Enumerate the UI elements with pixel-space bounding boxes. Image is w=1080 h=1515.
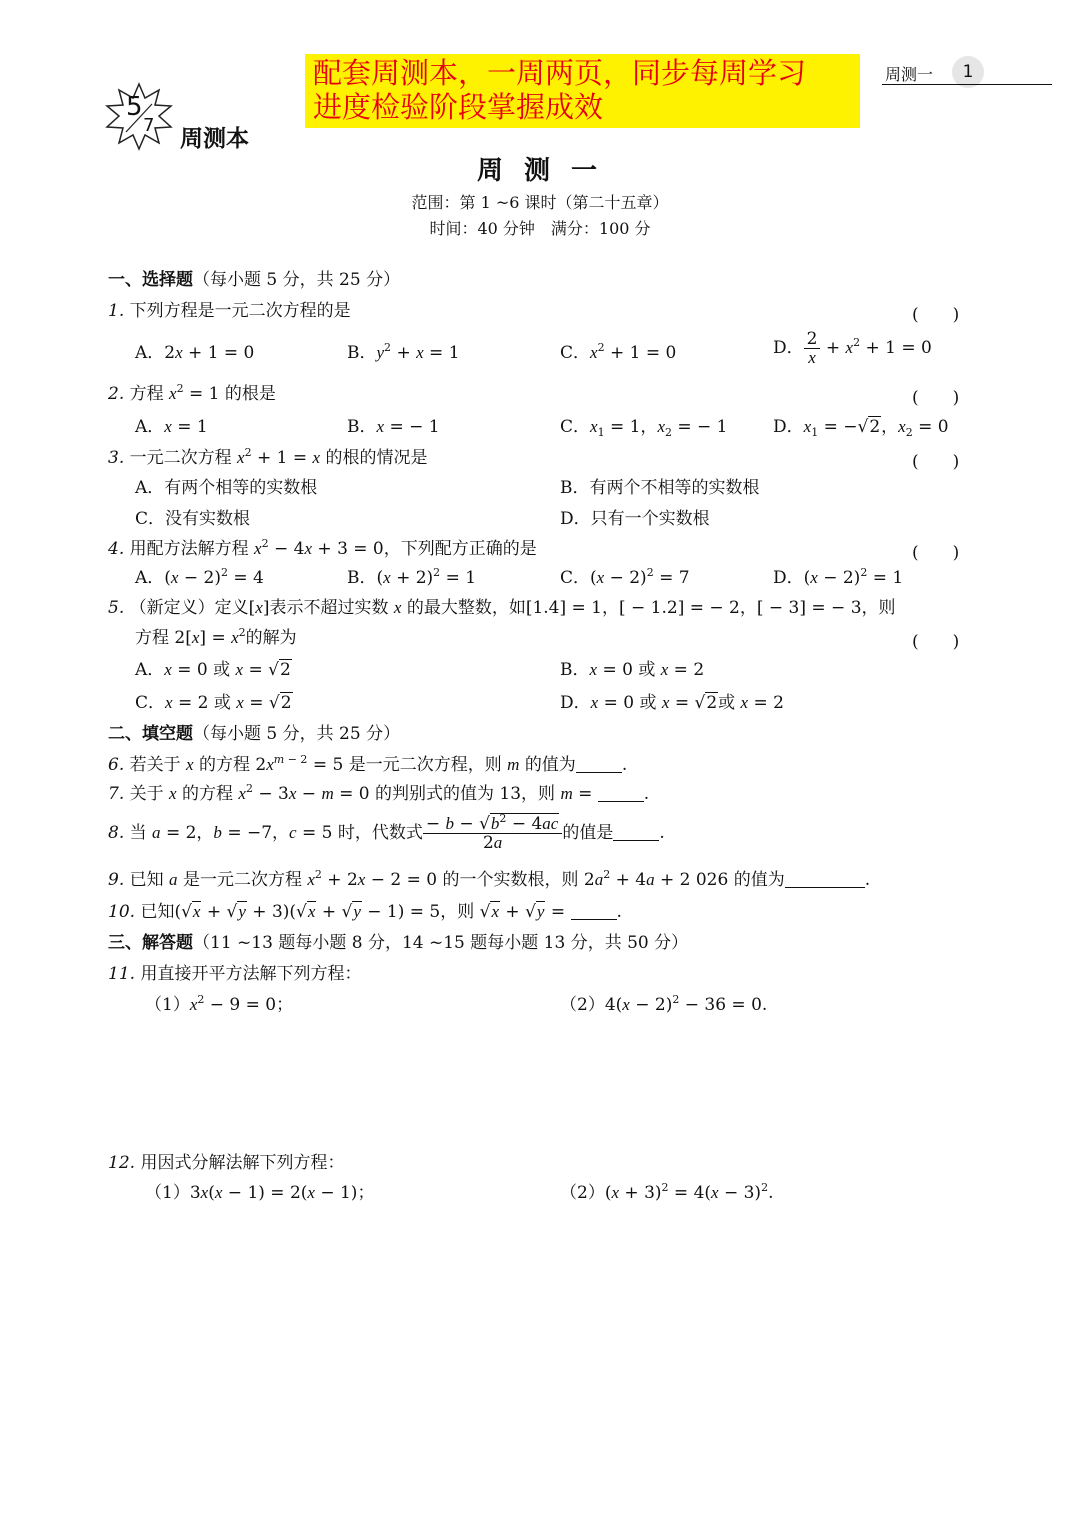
q5-option-b[interactable]: B．x = 0 或 x = 2 [560,660,705,680]
question-stem: 已知 [129,870,164,890]
answer-blank[interactable] [571,902,617,920]
section-choice [108,269,400,291]
exam-range: 范围：第 1 ~6 课时（第二十五章） [411,193,669,212]
page-title: 周 测 一 [476,156,604,186]
q11-part-2: $(2)4(x - 2)^2 - 36 = 0$. [560,993,768,1015]
q1-option-d[interactable]: D． $\frac{2}{x}$ + $x^2 + 1 = 0$ [773,329,932,367]
question-stem: 是一元二次方程，则 [348,755,502,775]
part-label: （1） [145,995,190,1015]
question-stem: 用因式分解法解下列方程： [140,1153,345,1173]
question-stem: （新定义）定义 [129,598,249,618]
question-stem: 表示不超过实数 [269,598,389,618]
question-10: 10. 已知(√x + √y + 3)(√x + √y − 1) = 5，则 √x + √y = . [108,902,622,922]
question-number: 10. [108,902,136,922]
question-number: 6. [108,755,125,775]
q2-option-a[interactable]: A．x = 1 [135,417,208,437]
logo-big-number: 5 [126,92,143,122]
question-number: 1. [108,301,125,321]
q12-part-1: （1）3x(x − 1) = 2(x − 1)； [145,1183,375,1203]
question-stem: 关于 [129,784,164,804]
q3-option-c[interactable]: C．没有实数根 [135,509,251,529]
q5-option-c[interactable]: C．x = 2 或 x = √2 [135,693,292,713]
question-1 [108,300,351,322]
question-number: 12. [108,1153,136,1173]
question-stem: ，则 [440,902,475,922]
question-stem: 的判别式的值为 13，则 [375,784,556,804]
question-number: 5. [108,598,125,618]
question-2: 2. 方程 $x^2 = 1$ 的根是 [108,382,276,404]
question-stem: ，则 [861,598,896,618]
question-number: 2. [108,384,125,404]
question-7: 7. 关于 x 的方程 $x^2 - 3x - m = 0$ 的判别式的值为 13，则 m = . [108,782,650,804]
question-stem: 的方程 [182,784,233,804]
question-stem: 当 [129,823,147,843]
question-number: 8. [108,823,125,843]
question-stem: 方程 [129,384,164,404]
header-label: 周测一 [885,65,934,84]
question-stem: 的根是 [224,384,276,404]
question-stem: 时，代数式 [337,823,423,843]
section-choice-name: 一、选择题 [108,270,193,290]
question-stem: 若关于 [129,755,181,775]
question-stem: 方程 [135,628,169,648]
section-choice-note: （每小题 5 分，共 25 分） [193,270,401,290]
question-stem: 的解为 [245,628,297,648]
question-stem: 用直接开平方法解下列方程： [140,964,362,984]
question-number: 7. [108,784,125,804]
q11-part-1: $(1)x^2 - 9 = 0$； [145,993,294,1015]
q1-option-c[interactable]: C．$x^2 + 1 = 0$ [560,341,677,363]
question-stem: 下列方程是一元二次方程的是 [129,301,351,321]
section-fill [108,723,400,745]
answer-blank[interactable] [598,784,644,802]
question-stem: 一元二次方程 [129,448,232,468]
question-5: 5. （新定义）定义[x]表示不超过实数 x 的最大整数，如[1.4] = 1，[ − 1.2] = − 2，[ − 3] = − 3，则 [108,598,896,618]
answer-paren[interactable]: ( ) [912,452,960,472]
logo-title: 周测本 [180,126,249,152]
q3-option-a[interactable]: A．有两个相等的实数根 [135,478,318,498]
q2-option-c[interactable]: C．$x_1 = 1$，$x_2$ = − 1 [560,417,728,439]
q2-option-d[interactable]: D．$x_1 = -√2$，$x_2 = 0$ [773,417,949,439]
question-stem: 的最大整数，如 [406,598,526,618]
q4-option-a[interactable]: A．$(x - 2)^2 = 4$ [135,566,264,588]
answer-paren[interactable]: ( ) [912,632,960,652]
question-3: 3. 一元二次方程 $x^2 + 1 = x$ 的根的情况是 [108,446,428,468]
section-solve-name: 三、解答题 [108,933,193,953]
answer-paren[interactable]: ( ) [912,543,960,563]
question-11 [108,963,361,985]
q1-option-a[interactable]: A．2x + 1 = 0 [135,343,255,363]
answer-paren[interactable]: ( ) [912,305,960,325]
question-stem: 的值是 [562,823,614,843]
question-12 [108,1152,344,1174]
question-6: 6. 若关于 x 的方程 $2x^{m - 2} = 5$ 是一元二次方程，则 m 的值为 . [108,753,628,775]
answer-paren[interactable]: ( ) [912,388,960,408]
question-stem: 的值为 [733,870,785,890]
question-number: 9. [108,870,125,890]
logo-small-number: 7 [143,115,155,136]
question-stem: 是一元二次方程 [182,870,302,890]
question-8: 8. 当 a = 2，b = −7，c = 5 时，代数式 $\frac{- b - √b^2 - 4ac}{2a}$ 的值是 . [108,812,665,853]
exam-time-score: 时间：40 分钟 满分：100 分 [429,219,651,238]
q4-option-b[interactable]: B．$(x + 2)^2 = 1$ [347,566,477,588]
answer-blank[interactable] [785,870,865,888]
page-number: 1 [962,62,974,82]
promo-banner [305,54,860,128]
section-solve-note: （11 ~13 题每小题 8 分，14 ~15 题每小题 13 分，共 50 分） [193,933,689,953]
q3-option-b[interactable]: B．有两个不相等的实数根 [560,478,760,498]
question-stem: 的值为 [524,755,576,775]
question-stem: 的方程 [199,755,250,775]
banner-line-1: 配套周测本，一周两页，同步每周学习 [313,56,807,90]
header-rule [882,84,1052,85]
part-label: （2） [560,1183,605,1203]
question-stem: 用配方法解方程 [129,539,249,559]
question-stem: ，下列配方正确的是 [383,539,537,559]
question-5-line-2: 方程 $2[x] = x^2$的解为 [135,626,297,648]
q4-option-c[interactable]: C．$(x - 2)^2 = 7$ [560,566,690,588]
question-stem: 已知 [140,902,175,922]
question-number: 4. [108,539,125,559]
question-stem: 的一个实数根，则 [442,870,579,890]
q2-option-b[interactable]: B．x = − 1 [347,417,440,437]
section-fill-note: （每小题 5 分，共 25 分） [193,724,401,744]
section-solve [108,932,688,954]
section-fill-name: 二、填空题 [108,724,193,744]
part-label: （2） [560,995,605,1015]
logo [104,82,274,152]
q4-option-d[interactable]: D．$(x - 2)^2 = 1$ [773,566,904,588]
q1-option-b[interactable]: B．$y^2 + x = 1$ [347,341,460,363]
q5-option-a[interactable]: A．x = 0 或 x = √2 [135,660,291,680]
q12-part-2: $(2)(x + 3)^2 = 4(x - 3)^2$. [560,1181,774,1203]
question-stem: 的根的情况是 [325,448,428,468]
question-4: 4. 用配方法解方程 $x^2 - 4x + 3 = 0$，下列配方正确的是 [108,537,537,559]
question-number: 11. [108,964,136,984]
question-9: 9. 已知 a 是一元二次方程 $x^2 + 2x - 2 = 0$ 的一个实数根，则 $2a^2 + 4a + 2$ 026 的值为 . [108,868,871,890]
answer-blank[interactable] [576,755,622,773]
banner-line-2: 进度检验阶段掌握成效 [313,90,604,124]
question-number: 3. [108,448,125,468]
q3-option-d[interactable]: D．只有一个实数根 [560,509,710,529]
q5-option-d[interactable]: D．x = 0 或 x = √2或 x = 2 [560,693,784,713]
answer-blank[interactable] [613,823,659,841]
part-label: （1） [145,1183,190,1203]
